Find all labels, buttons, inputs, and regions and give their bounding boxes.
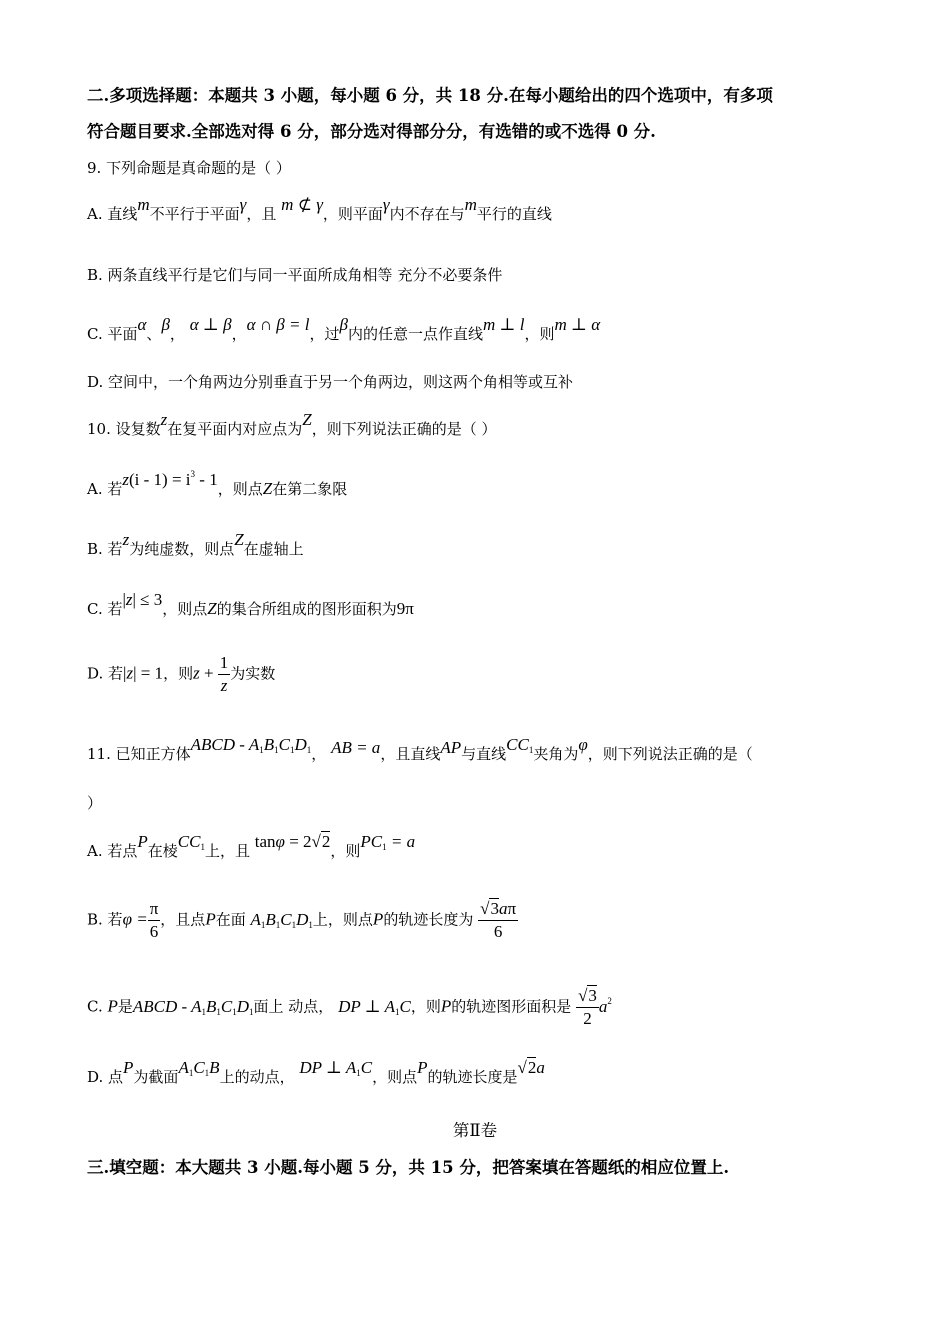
section3-heading: 三.填空题：本大题共 3 小题.每小题 5 分，共 15 分，把答案填在答题纸的相应位置上.	[87, 1158, 730, 1177]
q11-stem: 11. 已知正方体ABCD - A1B1C1D1， AB = a，且直线AP与直线CC1夹角为φ，则下列说法正确的是（	[87, 735, 753, 763]
q10-option-a: A. 若$z(i - 1) = i^3 - 1$，则点Z在第二象限	[87, 469, 348, 498]
part2-title: 第Ⅱ卷	[452, 1121, 498, 1140]
section2-heading-line2: 符合题目要求.全部选对得 6 分，部分选对得部分分，有选错的或不选得 0 分.	[87, 122, 656, 141]
q11-stem-continued: ）	[87, 794, 103, 812]
q10-stem: 10. 设复数z在复平面内对应点为Z，则下列说法正确的是（ ）	[87, 410, 497, 438]
q9-stem: 9. 下列命题是真命题的是（ ）	[87, 159, 291, 177]
q11-option-a: A. 若点P在棱CC1上，且 tanφ = 2√2，则PC1 = a	[87, 832, 416, 860]
q9-option-d: D. 空间中，一个角两边分别垂直于另一个角两边，则这两个角相等或互补	[87, 373, 574, 391]
q11-option-c: C. P是ABCD - A1B1C1D1面上 动点， DP ⊥ A1C，则P的轨迹图形面积是 $\frac{√3}{2}$ $a^2$	[87, 986, 612, 1028]
q9-option-a: A. 直线m不平行于平面γ，且 m ⊄ γ，则平面γ内不存在与m平行的直线	[87, 195, 552, 223]
section2-heading-line1: 二.多项选择题：本题共 3 小题，每小题 6 分，共 18 分.在每小题给出的四个选项中，有多项	[87, 86, 773, 105]
q11-option-d: D. 点P为截面A1C1B上的动点， DP ⊥ A1C，则点P的轨迹长度是√2a	[87, 1058, 545, 1086]
q9-option-b: B. 两条直线平行是它们与同一平面所成角相等 充分不必要条件	[87, 266, 503, 284]
q11-option-b: B. 若φ = $\frac{\pi}{6}$ ，且点P在面 A1B1C1D1上，则点P的轨迹长度为 $\frac{√3a\pi}{6}$	[87, 899, 517, 941]
q10-option-b: B. 若z为纯虚数，则点Z在虚轴上	[87, 530, 304, 558]
q9-option-c: C. 平面α、β， α ⊥ β，α ∩ β = l，过β内的任意一点作直线m ⊥ l，则m ⊥ α	[87, 315, 601, 343]
q10-option-c: C. 若|z| ≤ 3，则点Z的集合所组成的图形面积为9π	[87, 590, 414, 618]
q10-option-d: D. 若|z| = 1，则z + $\frac{1}{z}$ 为实数	[87, 653, 276, 695]
